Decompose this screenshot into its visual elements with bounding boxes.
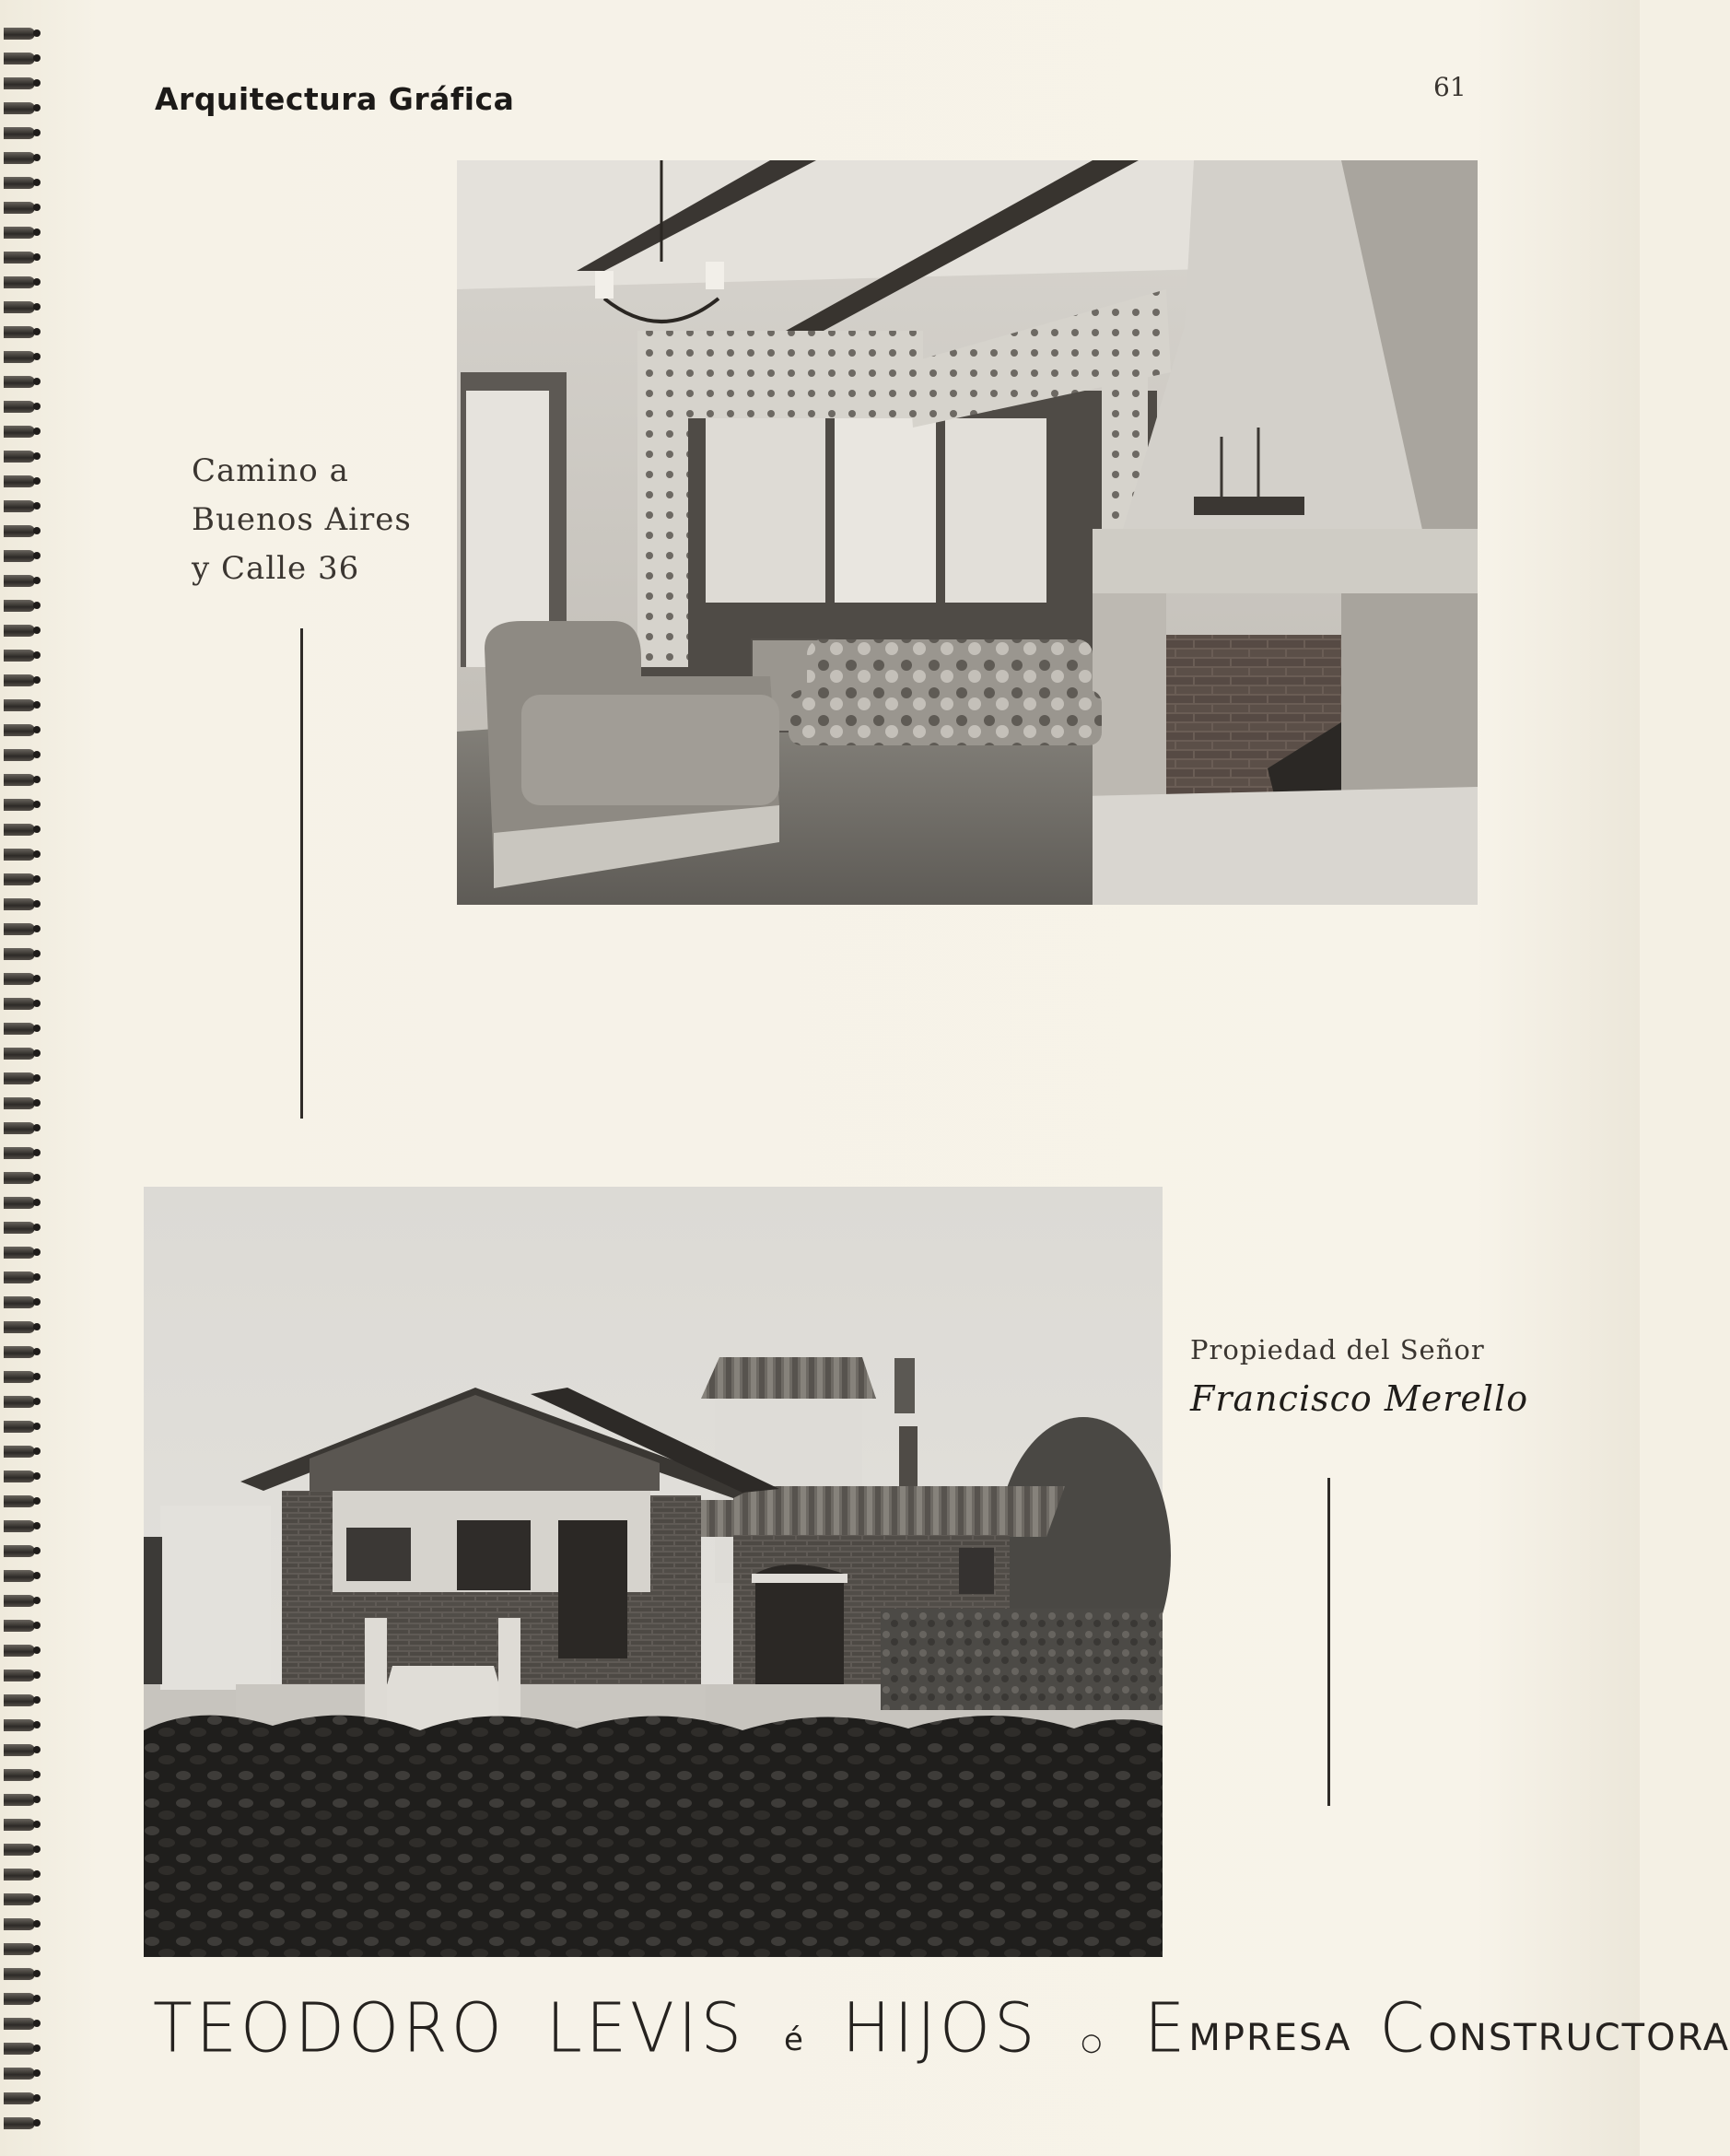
binding-ring (4, 1048, 35, 1060)
binding-ring (4, 849, 35, 861)
binding-ring (4, 1346, 35, 1358)
binding-ring (4, 1744, 35, 1756)
binding-ring (4, 1471, 35, 1482)
binding-ring (4, 1247, 35, 1259)
magazine-title: Arquitectura Gráfica (155, 81, 515, 117)
binding-ring (4, 1495, 35, 1507)
binding-ring (4, 650, 35, 662)
binding-ring (4, 2117, 35, 2129)
binding-ring (4, 152, 35, 164)
binding-ring (4, 2068, 35, 2080)
binding-ring (4, 923, 35, 935)
binding-ring (4, 227, 35, 239)
binding-ring (4, 2092, 35, 2104)
binding-ring (4, 824, 35, 836)
binding-ring (4, 1097, 35, 1109)
binding-ring (4, 1769, 35, 1781)
binding-ring (4, 301, 35, 313)
spiral-binding (0, 28, 48, 2138)
binding-ring (4, 1943, 35, 1955)
house-exterior-photo (144, 1187, 1163, 1957)
binding-ring (4, 525, 35, 537)
binding-ring (4, 500, 35, 512)
binding-ring (4, 724, 35, 736)
binding-ring (4, 998, 35, 1010)
lower-photo-caption (1190, 1334, 1529, 1419)
binding-ring (4, 276, 35, 288)
binding-ring (4, 351, 35, 363)
binding-ring (4, 1371, 35, 1383)
binding-ring (4, 600, 35, 612)
binding-ring (4, 1794, 35, 1806)
binding-ring (4, 799, 35, 811)
binding-ring (4, 1271, 35, 1283)
binding-ring (4, 2018, 35, 2030)
binding-ring (4, 1620, 35, 1632)
upper-photo-caption (192, 447, 431, 593)
binding-ring (4, 2043, 35, 2055)
binding-ring (4, 1396, 35, 1408)
binding-ring (4, 1993, 35, 2005)
binding-ring (4, 1147, 35, 1159)
binding-ring (4, 475, 35, 487)
owner-label: Propiedad del Señor (1190, 1334, 1485, 1365)
binding-ring (4, 202, 35, 214)
binding-ring (4, 774, 35, 786)
binding-ring (4, 401, 35, 413)
binding-ring (4, 1446, 35, 1458)
binding-ring (4, 1869, 35, 1881)
binding-ring (4, 77, 35, 89)
binding-ring (4, 326, 35, 338)
owner-signature: Francisco Merello (1190, 1378, 1529, 1419)
binding-ring (4, 252, 35, 264)
binding-ring (4, 1296, 35, 1308)
binding-ring (4, 1321, 35, 1333)
footer-constructora-rest: ONSTRUCTORA (1428, 2017, 1730, 2059)
binding-ring (4, 426, 35, 438)
binding-ring (4, 1545, 35, 1557)
caption-line-1: Camino a (192, 452, 349, 489)
footer-empresa-initial: E (1144, 1987, 1189, 2068)
binding-ring (4, 1670, 35, 1681)
binding-ring (4, 102, 35, 114)
binding-ring (4, 948, 35, 960)
binding-ring (4, 1719, 35, 1731)
caption-line-2: Buenos Aires (192, 501, 412, 538)
binding-ring (4, 1918, 35, 1930)
binding-ring (4, 1222, 35, 1234)
binding-ring (4, 1197, 35, 1209)
binding-ring (4, 1570, 35, 1582)
binding-ring (4, 1694, 35, 1706)
footer-name-levis: LEVIS (545, 1987, 746, 2068)
binding-ring (4, 1819, 35, 1831)
binding-ring (4, 873, 35, 885)
binding-ring (4, 973, 35, 985)
binding-ring (4, 1072, 35, 1084)
binding-ring (4, 451, 35, 463)
binding-ring (4, 1421, 35, 1433)
binding-ring (4, 674, 35, 686)
binding-ring (4, 28, 35, 40)
binding-ring (4, 1968, 35, 1980)
binding-ring (4, 550, 35, 562)
vertical-rule-lower (1327, 1478, 1330, 1806)
binding-ring (4, 1893, 35, 1905)
binding-ring (4, 1844, 35, 1856)
binding-ring (4, 1595, 35, 1607)
binding-ring (4, 575, 35, 587)
interior-living-room-photo (457, 160, 1478, 905)
footer-empresa-rest: MPRESA (1188, 2017, 1352, 2059)
binding-ring (4, 1520, 35, 1532)
binding-ring (4, 1172, 35, 1184)
advertiser-footer (153, 1987, 1730, 2073)
binding-ring (4, 1023, 35, 1035)
binding-ring (4, 177, 35, 189)
binding-ring (4, 376, 35, 388)
binding-ring (4, 127, 35, 139)
caption-line-3: y Calle 36 (192, 550, 360, 587)
footer-separator-circle: ○ (1081, 2029, 1103, 2056)
vertical-rule-upper (300, 628, 303, 1119)
binding-ring (4, 749, 35, 761)
footer-constructora-initial: C (1379, 1987, 1429, 2068)
binding-ring (4, 625, 35, 637)
binding-ring (4, 53, 35, 64)
footer-name-hijos: HIJOS (841, 1987, 1039, 2068)
footer-name-teodoro: TEODORO (153, 1987, 506, 2068)
footer-conjunction: é (784, 2021, 803, 2058)
page-number: 61 (1433, 72, 1467, 102)
binding-ring (4, 699, 35, 711)
binding-ring (4, 1645, 35, 1657)
binding-ring (4, 1122, 35, 1134)
binding-ring (4, 898, 35, 910)
